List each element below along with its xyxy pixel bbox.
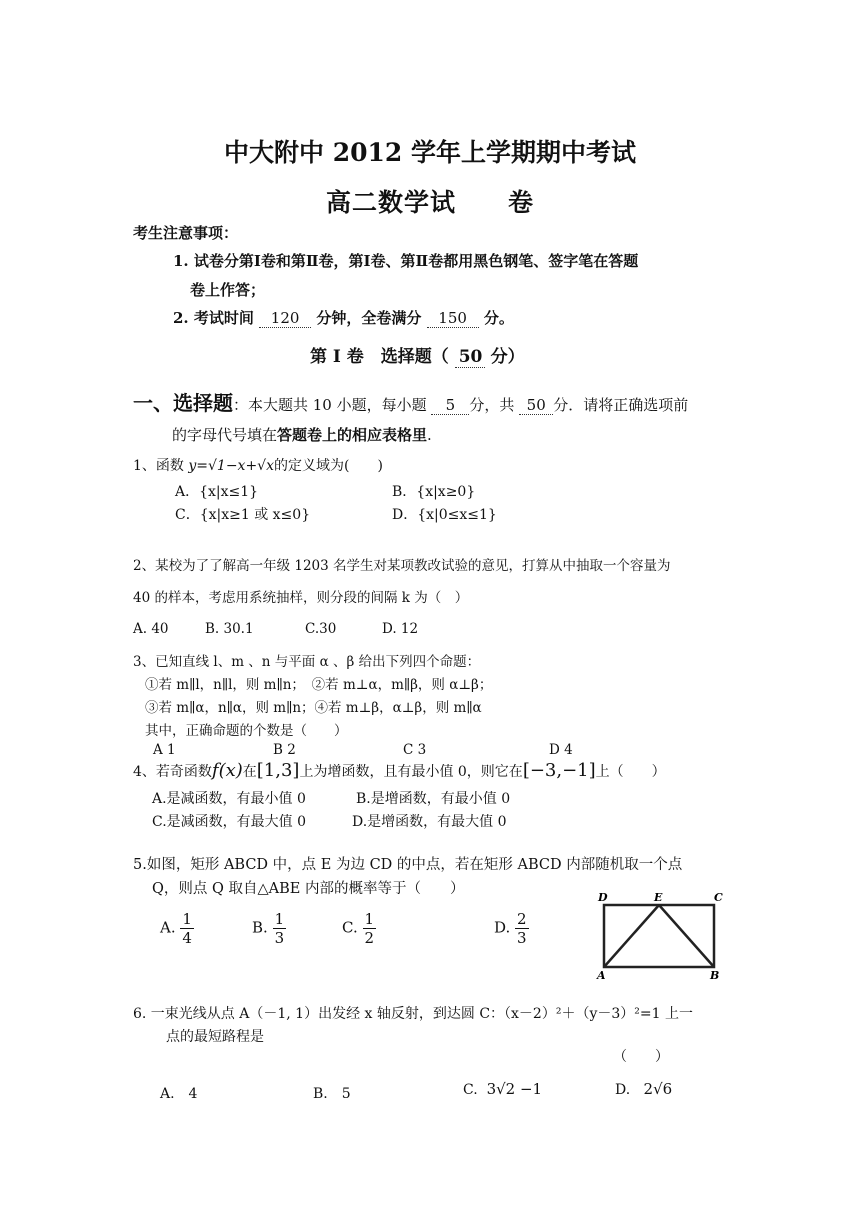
label-e: E [654,891,663,904]
exam-title: 中大附中 2012 学年上学期期中考试 [224,138,636,167]
q4-option-b: B.是增函数，有最小值 0 [356,791,511,807]
q5-line2: Q，则点 Q 取自△ABE 内部的概率等于（ ） [152,881,465,897]
denominator: 2 [364,929,375,947]
rectangle-abcd [604,905,714,967]
notice-item1-line2: 卷上作答； [190,281,266,299]
section1-line2-c: . [427,426,432,444]
q1-option-a: A．{x|x≤1} [175,484,259,500]
section1-text-a: ：本大题共 10 小题，每小题 [233,396,427,414]
q3-option-b: B 2 [273,742,296,758]
segment-be [659,905,714,967]
section1-per-score: 5 [431,396,469,415]
q6-option-d-label: D. [615,1082,631,1098]
q5-line1: 5.如图，矩形 ABCD 中，点 E 为边 CD 的中点，若在矩形 ABCD 内部随机取一个点 [133,857,683,873]
section1-line2-bold: 答题卷上的相应表格里 [277,426,428,444]
q3-option-c: C 3 [403,742,427,758]
q5-option-d-fraction [515,910,529,947]
exam-score-value: 150 [427,309,479,328]
q6-line1: 6. 一束光线从点 A（－1, 1）出发经 x 轴反射，到达圆 C：（x－2）²＋（y－3）²=1 上一 [133,1006,693,1022]
q6-option-a: A. 4 [160,1086,198,1102]
section1-label: 一、选择题 [133,391,233,415]
part1-heading [310,342,525,368]
numerator: 1 [364,910,375,928]
q3-ask: 其中，正确命题的个数是（ ） [145,723,348,739]
q6-line2: 点的最短路程是 [166,1029,264,1045]
label-c: C [714,891,723,904]
q6-option-d [615,1080,672,1098]
denominator: 3 [517,929,527,947]
q5-option-c [342,910,376,947]
q1-stem [133,455,383,475]
part1-pre: 第 Ⅰ 卷 选择题（ [310,347,449,367]
q4-stem [133,760,666,781]
q3-props-2: ③若 m∥α，n∥α，则 m∥n；④若 m⊥β，α⊥β，则 m∥α [145,700,482,716]
numerator: 2 [517,910,527,928]
notice-item2-post: 分。 [483,309,514,327]
section1-text-c: 分．请将正确选项前 [553,396,689,414]
q1-option-c: C．{x|x≥1 或 x≤0} [175,507,311,523]
section1-line1 [133,387,688,416]
q4-option-d: D.是增函数，有最大值 0 [352,814,507,830]
denominator: 4 [182,929,192,947]
q4-stem-c: 上为增函数，且有最小值 0，则它在 [299,764,523,780]
q2-option-c: C.30 [305,621,337,637]
notice-heading: 考生注意事项： [133,224,239,242]
q3-stem: 3、已知直线 l、m 、n 与平面 α 、β 给出下列四个命题： [133,654,481,670]
q4-fx: f(x) [211,760,243,781]
q6-option-b: B. 5 [313,1086,351,1102]
q1-option-d: D．{x|0≤x≤1} [392,507,497,523]
q4-interval-2: [−3,−1] [522,760,596,781]
q6-option-c [463,1080,542,1098]
exam-time-value: 120 [259,309,311,328]
q5-option-a-fraction [180,910,194,947]
q5-option-c-fraction [363,910,377,947]
denominator: 3 [274,929,285,947]
q2-line2: 40 的样本，考虑用系统抽样，则分段的间隔 k 为（ ） [133,590,469,606]
section1-line2 [172,424,432,445]
section1-text-b: 分，共 [469,396,515,414]
label-a: A [597,969,606,982]
q5-rectangle-figure [590,890,740,985]
q1-stem-b: 的定义域为( ) [274,458,383,474]
q6-option-c-label: C. [463,1082,478,1098]
q1-option-b: B．{x|x≥0} [392,484,476,500]
q1-stem-a: 1、函数 [133,458,189,474]
q5-option-a [160,910,194,947]
label-d: D [598,891,608,904]
notice-item1-line1: 1. 试卷分第Ⅰ卷和第Ⅱ卷，第Ⅰ卷、第Ⅱ卷都用黑色钢笔、签字笔在答题 [173,252,639,270]
q2-option-d: D. 12 [382,621,419,637]
q4-option-a: A.是减函数，有最小值 0 [152,791,306,807]
exam-subtitle: 高二数学试 卷 [325,188,534,217]
q4-stem-a: 4、若奇函数 [133,764,212,780]
section1-line2-a: 的字母代号填在 [172,426,278,444]
q5-option-a-label: A. [160,918,176,937]
q6-answer-paren: （ ） [613,1049,669,1065]
numerator: 1 [274,910,285,928]
q6-option-c-expr: 3√2 −1 [486,1080,543,1098]
q2-line1: 2、某校为了了解高一年级 1203 名学生对某项教改试验的意见，打算从中抽取一个容量为 [133,558,671,574]
q4-stem-b: 在 [242,764,257,780]
q3-option-d: D 4 [549,742,573,758]
q6-option-d-expr: 2√6 [643,1080,673,1098]
q4-stem-d: 上（ ） [595,764,666,780]
q2-option-b: B. 30.1 [205,621,254,637]
q5-option-b-label: B. [252,918,268,937]
q4-interval-1: [1,3] [256,760,300,781]
numerator: 1 [182,910,192,928]
q5-option-d [494,910,529,947]
q3-props-1: ①若 m∥l，n∥l，则 m∥n； ②若 m⊥α，m∥β，则 α⊥β； [145,677,493,693]
q3-option-a: A 1 [153,742,176,758]
notice-item2-mid: 分钟，全卷满分 [316,309,422,327]
notice-item2 [173,307,514,328]
notice-item2-pre: 2. 考试时间 [173,309,254,327]
q5-option-d-label: D. [494,918,511,937]
section1-total-score: 50 [519,396,553,415]
q5-option-c-label: C. [342,918,358,937]
segment-ae [604,905,659,967]
part1-post: 分） [490,347,525,367]
label-b: B [710,969,720,982]
q4-option-c: C.是减函数，有最大值 0 [152,814,307,830]
part1-score: 50 [455,347,485,368]
q5-option-b [252,910,286,947]
q1-formula: y=√1−x+√x [188,458,274,474]
q5-option-b-fraction [273,910,287,947]
q2-option-a: A. 40 [133,621,169,637]
